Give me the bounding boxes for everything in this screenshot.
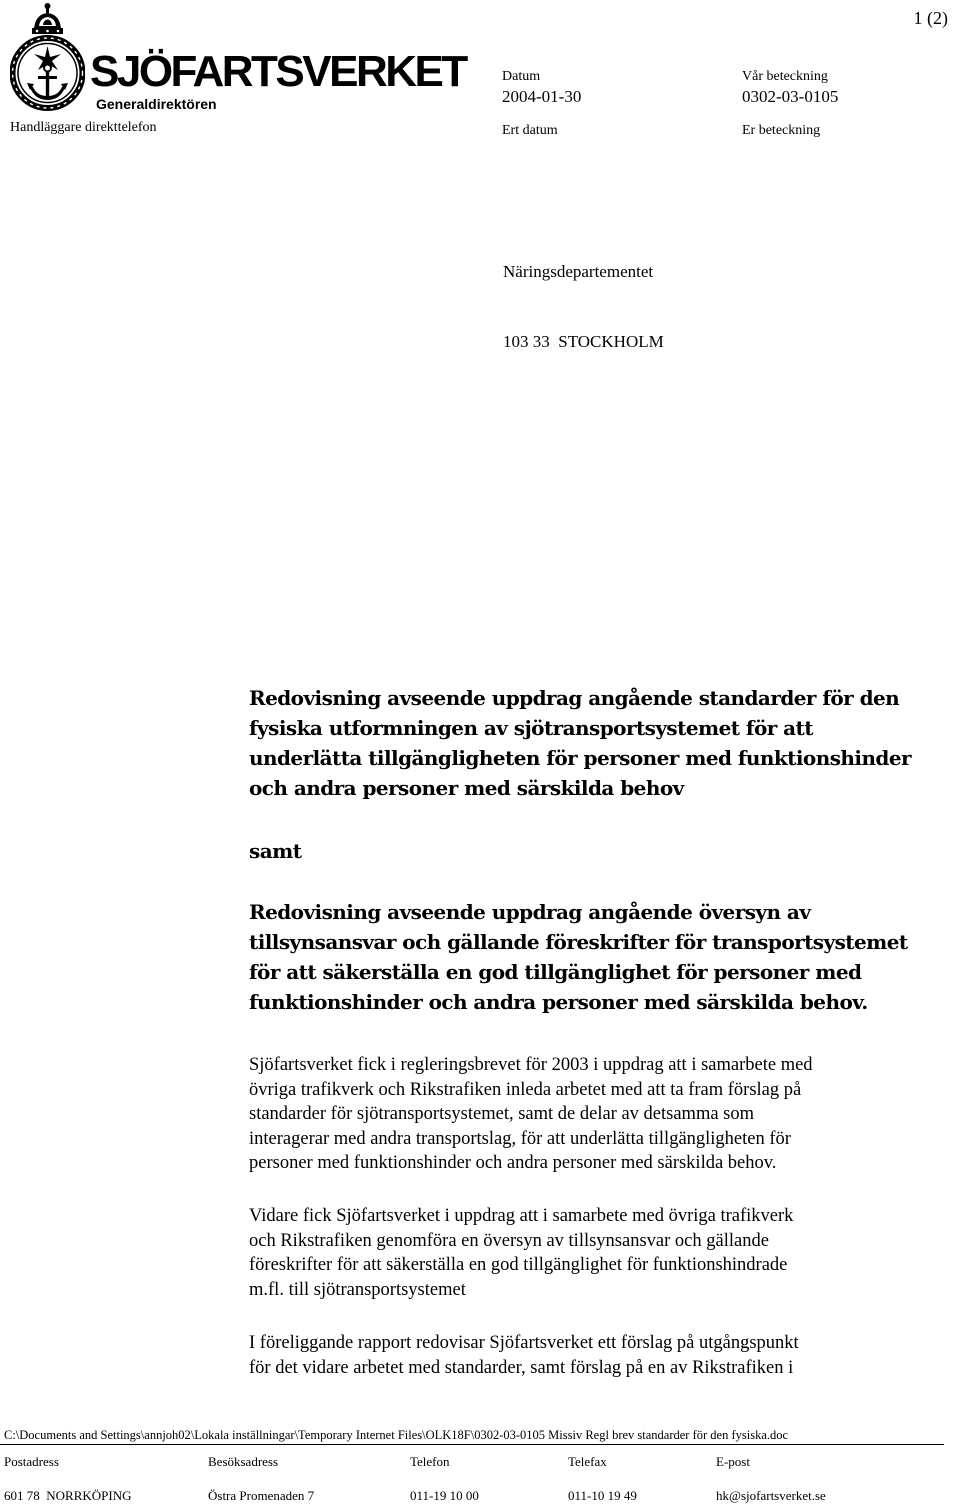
phone-value: 011-19 10 00 — [410, 1488, 479, 1503]
heading-line: fysiska utformningen av sjötransportsystemet för att — [249, 716, 813, 740]
our-reference-value: 0302-03-0105 — [742, 87, 839, 106]
email-label: E-post — [716, 1454, 750, 1469]
paragraph-line: personer med funktionshinder och andra personer med särskilda behov. — [249, 1153, 777, 1173]
paragraph-line: och Rikstrafiken genomföra en översyn av tillsynsansvar och gällande — [249, 1230, 769, 1251]
heading-line: funktionshinder och andra personer med särskilda behov. — [249, 990, 868, 1014]
visit-address-value: Östra Promenaden 7 — [208, 1488, 315, 1503]
paragraph-line: övriga trafikverk och Rikstrafiken inleda arbetet med att ta fram förslag på — [249, 1079, 802, 1100]
recipient-name: Näringsdepartementet — [503, 262, 654, 281]
paragraph-line: Sjöfartsverket fick i regleringsbrevet för 2003 i uppdrag att i samarbete med — [249, 1055, 813, 1075]
fax-value: 011-10 19 49 — [568, 1488, 637, 1503]
date-value: 2004-01-30 — [502, 87, 582, 106]
heading-conjunction: samt — [249, 839, 302, 863]
heading-line: Redovisning avseende uppdrag angående översyn av — [249, 900, 811, 924]
handler-label: Handläggare direkttelefon — [10, 120, 157, 135]
paragraph-line: interagerar med andra transportslag, för att underlätta tillgängligheten för — [249, 1128, 791, 1149]
recipient-address: 103 33 STOCKHOLM — [503, 332, 664, 351]
organization-subtitle: Generaldirektören — [96, 96, 217, 112]
heading-line: tillsynsansvar och gällande föreskrifter för transportsystemet — [249, 930, 908, 954]
postal-address-label: Postadress — [4, 1454, 59, 1469]
your-reference-label: Er beteckning — [742, 123, 821, 138]
date-label: Datum — [502, 69, 541, 84]
paragraph-line: föreskrifter för att säkerställa en god tillgänglighet för funktionshindrade — [249, 1255, 788, 1275]
paragraph-line: m.fl. till sjötransportsystemet — [249, 1279, 466, 1300]
paragraph-line: för det vidare arbetet med standarder, samt förslag på en av Rikstrafiken i — [249, 1357, 794, 1378]
organization-name: SJÖFARTSVERKET — [90, 47, 466, 96]
paragraph-report — [249, 1331, 949, 1380]
heading-standards — [249, 683, 949, 803]
heading-line: och andra personer med särskilda behov — [249, 776, 684, 800]
our-reference-label: Vår beteckning — [742, 69, 828, 84]
phone-label: Telefon — [410, 1454, 450, 1469]
heading-line: underlätta tillgängligheten för personer med funktionshinder — [249, 746, 912, 770]
paragraph-assignment-standards — [249, 1053, 949, 1176]
email-value: hk@sjofartsverket.se — [716, 1488, 826, 1503]
heading-oversight — [249, 897, 949, 1017]
paragraph-line: Vidare fick Sjöfartsverket i uppdrag att i samarbete med övriga trafikverk — [249, 1206, 794, 1226]
page-number: 1 (2) — [913, 8, 948, 28]
paragraph-line: I föreliggande rapport redovisar Sjöfartsverket ett förslag på utgångspunkt — [249, 1333, 799, 1353]
logo — [10, 2, 466, 114]
footer-divider — [0, 1444, 944, 1445]
fax-label: Telefax — [568, 1454, 607, 1469]
your-date-label: Ert datum — [502, 123, 558, 138]
postal-address-value: 601 78 NORRKÖPING — [4, 1488, 132, 1503]
heading-line: Redovisning avseende uppdrag angående standarder för den — [249, 686, 900, 710]
crown-anchor-crest-icon — [10, 2, 85, 114]
paragraph-line: standarder för sjötransportsystemet, samt de delar av detsamma som — [249, 1104, 755, 1124]
paragraph-assignment-oversight — [249, 1204, 949, 1302]
heading-line: för att säkerställa en god tillgänglighet för personer med — [249, 960, 862, 984]
file-path: C:\Documents and Settings\annjoh02\Lokala inställningar\Temporary Internet Files\OLK18F\0302-03-0105 Missiv Regl brev standarder för den fysiska.doc — [4, 1428, 789, 1442]
visit-address-label: Besöksadress — [208, 1454, 279, 1469]
